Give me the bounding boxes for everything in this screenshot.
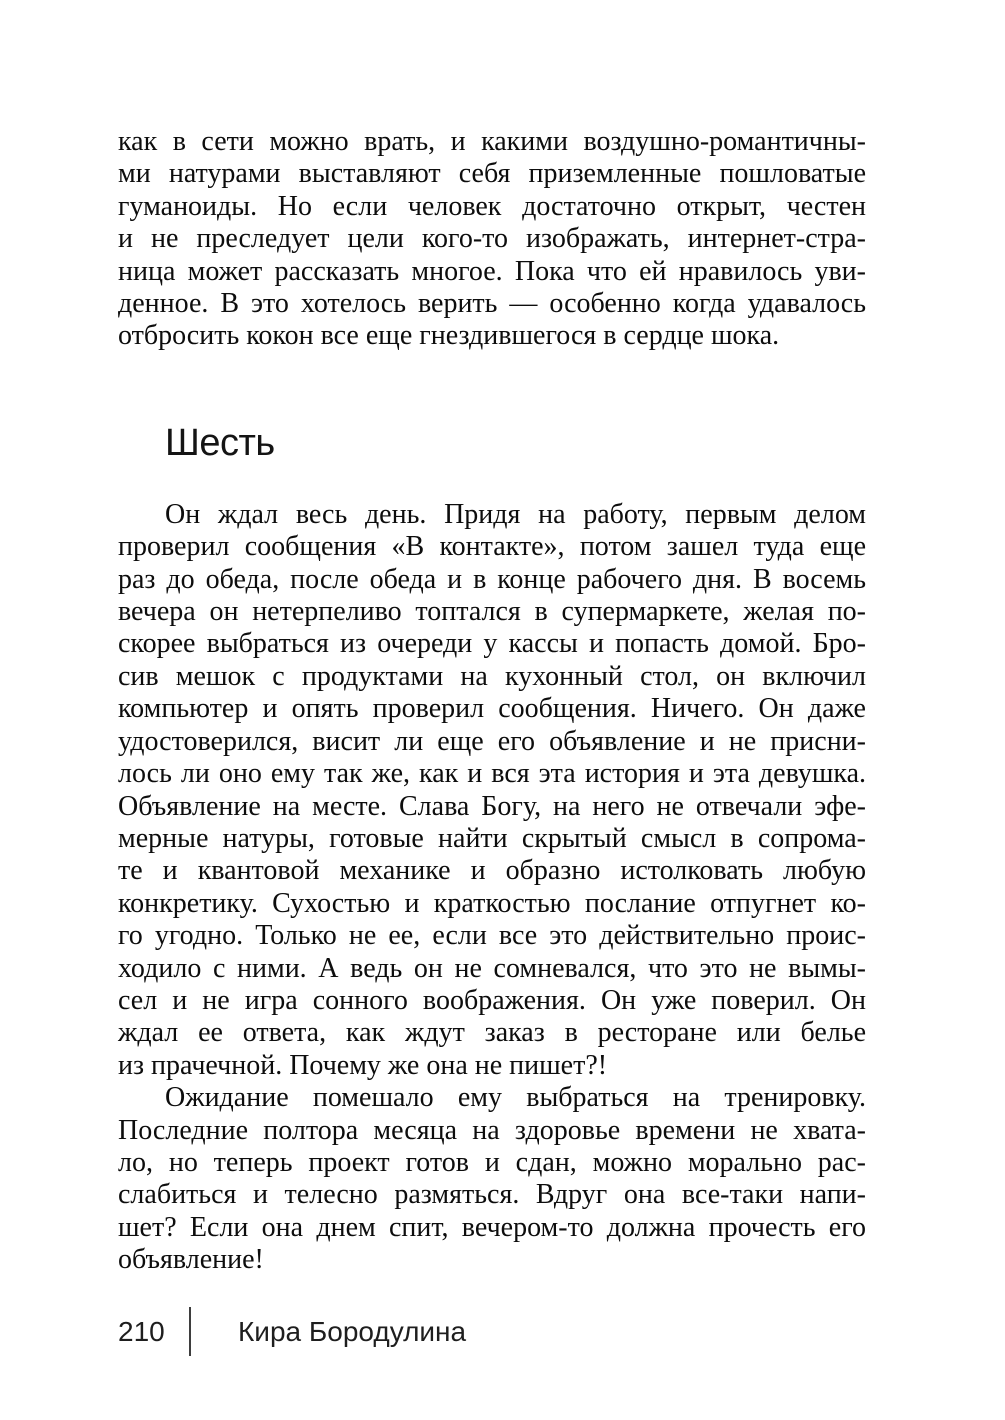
text-line: ждал ее ответа, как ждут заказ в ресторане или белье	[118, 1017, 866, 1049]
text-line: Объявление на месте. Слава Богу, на него не отвечали эфе-	[118, 790, 866, 822]
text-line: те и квантовой механике и образно истолковать любую	[118, 855, 866, 887]
text-line: ло, но теперь проект готов и сдан, можно морально рас-	[118, 1146, 866, 1178]
footer-divider	[189, 1307, 191, 1356]
text-line: вечера он нетерпеливо топтался в супермаркете, желая по-	[118, 596, 866, 628]
page-body	[118, 126, 866, 1277]
author-name: Кира Бородулина	[238, 1315, 467, 1347]
text-line: раз до обеда, после обеда и в конце рабочего дня. В восемь	[118, 563, 866, 595]
text-line: ходило с ними. А ведь он не сомневался, что это не вымы-	[118, 952, 866, 984]
text-line: Он ждал весь день. Придя на работу, первым делом	[165, 498, 866, 530]
text-line: гуманоиды. Но если человек достаточно открыт, честен	[118, 190, 866, 222]
text-line: компьютер и опять проверил сообщения. Ничего. Он даже	[118, 693, 866, 725]
text-line: конкретику. Сухостью и краткостью послание отпугнет ко-	[118, 887, 866, 919]
text-line: Последние полтора месяца на здоровье времени не хвата-	[118, 1114, 866, 1146]
text-line: сел и не игра сонного воображения. Он уже поверил. Он	[118, 984, 866, 1016]
text-line: Ожидание помешало ему выбраться на тренировку.	[165, 1082, 866, 1114]
text-line: денное. В это хотелось верить — особенно когда удавалось	[118, 288, 866, 320]
paragraph	[118, 1082, 866, 1276]
text-line: лось ли оно ему так же, как и вся эта история и эта девушка.	[118, 758, 866, 790]
text-line: сив мешок с продуктами на кухонный стол, он включил	[118, 660, 866, 692]
text-line: слабиться и телесно размяться. Вдруг она все-таки напи-	[118, 1179, 866, 1211]
text-line: проверил сообщения «В контакте», потом зашел туда еще	[118, 531, 866, 563]
text-line: из прачечной. Почему же она не пишет?!	[118, 1049, 608, 1081]
text-line: как в сети можно врать, и какими воздушно-романтичны-	[118, 126, 866, 157]
page-footer	[118, 1307, 858, 1356]
text-line: мерные натуры, готовые найти скрытый смысл в сопрома-	[118, 822, 866, 854]
text-line: отбросить кокон все еще гнездившегося в сердце шока.	[118, 320, 780, 352]
paragraph	[118, 499, 866, 1082]
text-line: и не преследует цели кого-то изображать, интернет-стра-	[118, 223, 866, 255]
text-line: удостоверился, висит ли еще его объявление и не присни-	[118, 725, 866, 757]
chapter-heading: Шесть	[165, 421, 275, 464]
text-line: шет? Если она днем спит, вечером-то должна прочесть его	[118, 1211, 866, 1243]
text-line: скорее выбраться из очереди у кассы и попасть домой. Бро-	[118, 628, 866, 660]
text-line: ми натурами выставляют себя приземленные пошловатые	[118, 158, 866, 190]
page-number: 210	[118, 1315, 165, 1347]
text-line: ница может рассказать многое. Пока что ей нравилось уви-	[118, 255, 866, 287]
paragraph	[118, 126, 866, 353]
text-line: объявление!	[118, 1244, 264, 1276]
text-line: го угодно. Только не ее, если все это действительно проис-	[118, 920, 866, 952]
